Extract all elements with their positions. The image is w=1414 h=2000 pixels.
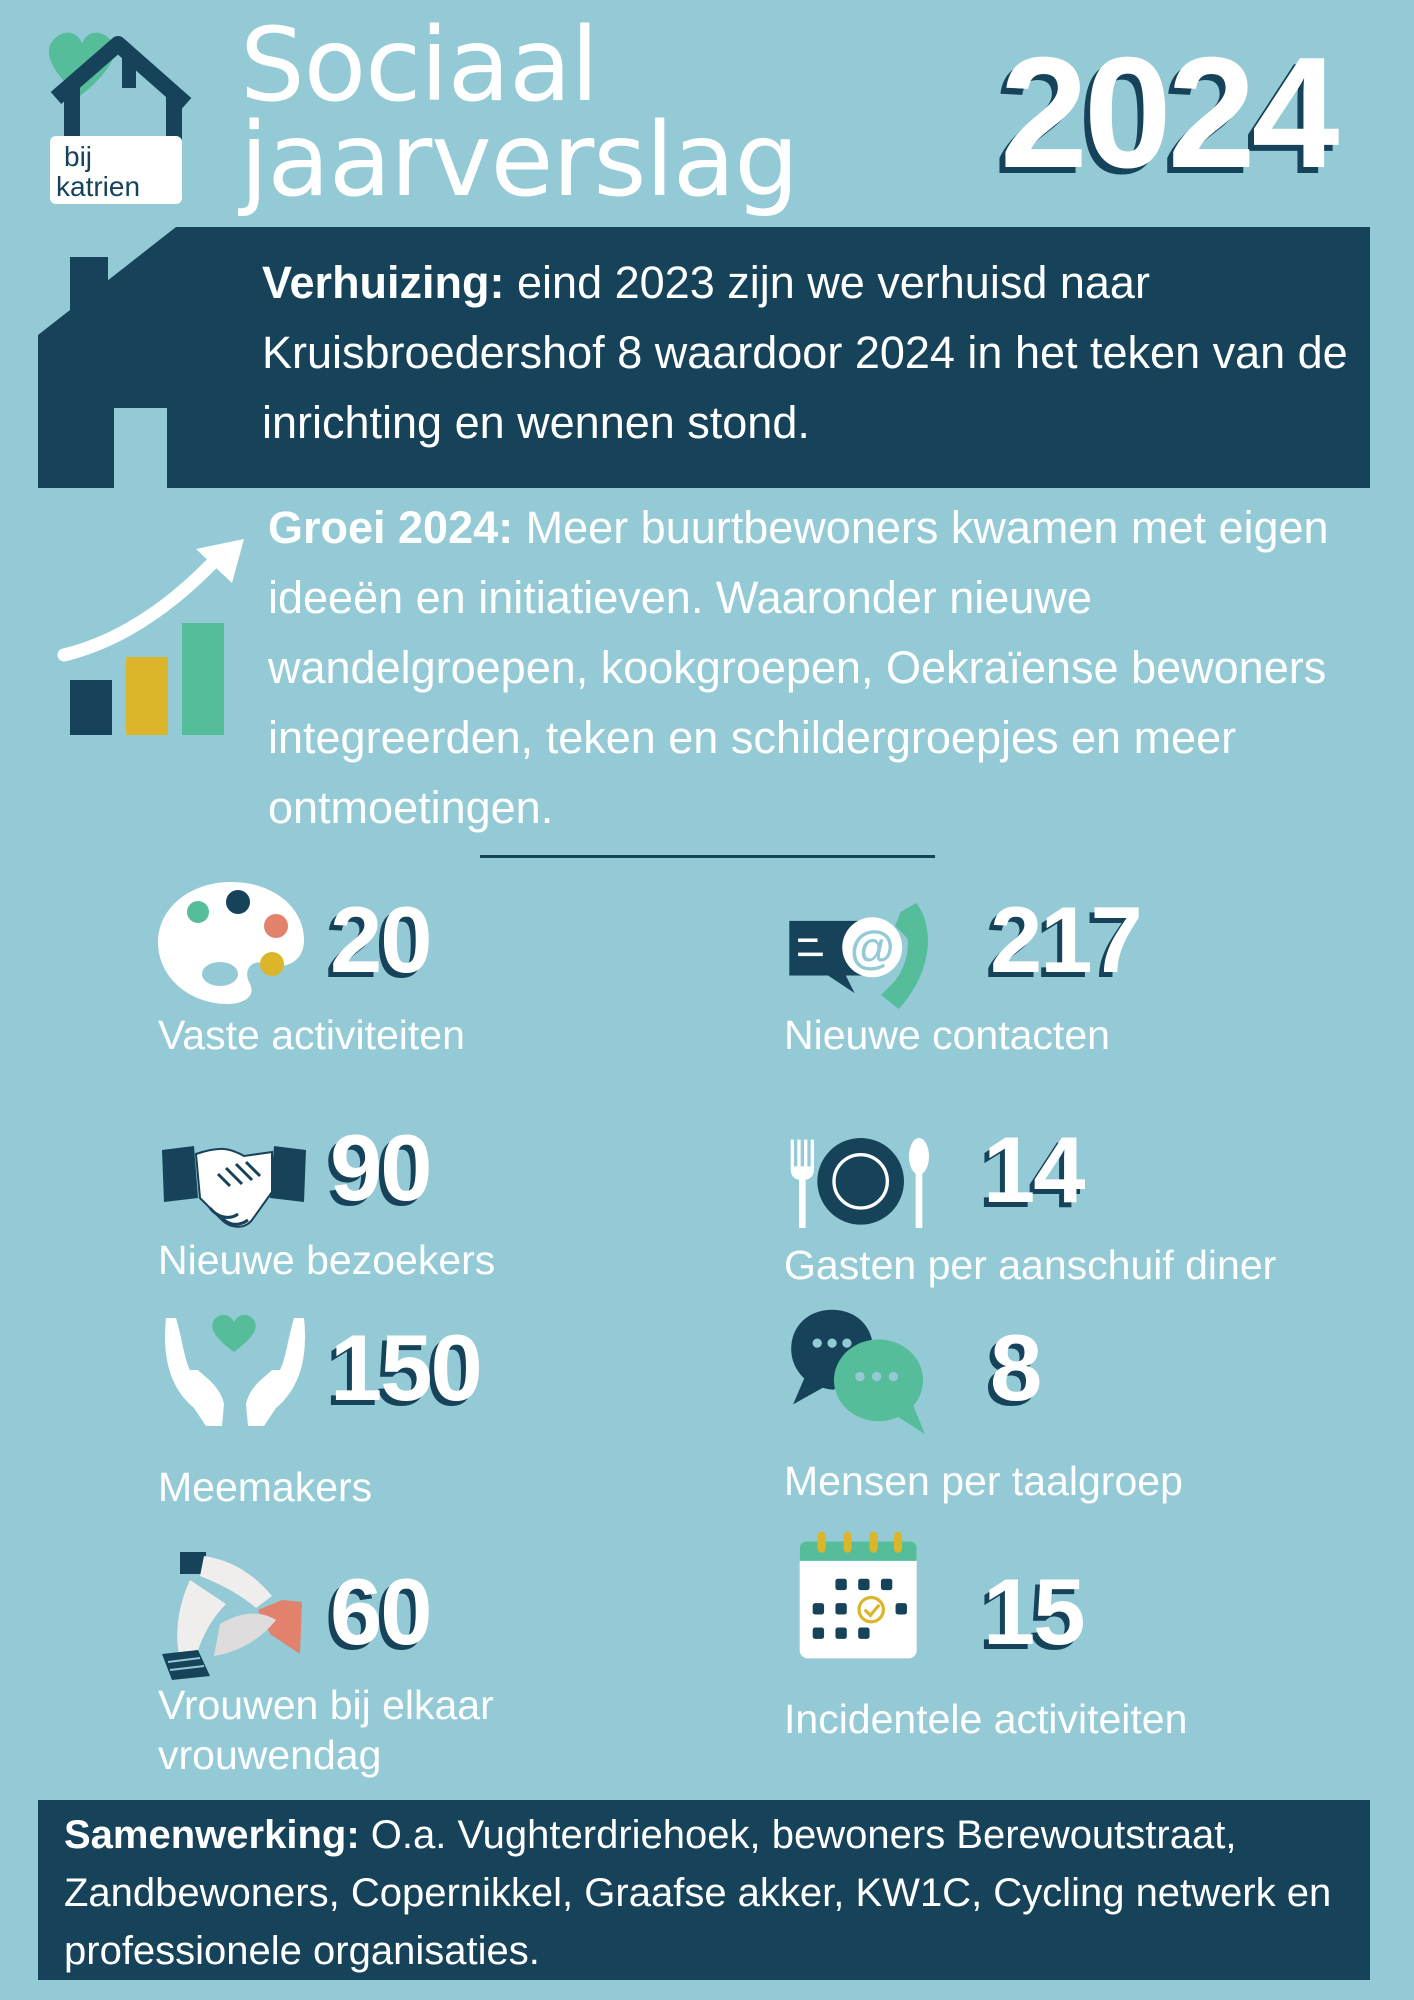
section-divider bbox=[480, 855, 935, 858]
stat-label-incidental-activities: Incidentele activiteiten bbox=[784, 1696, 1188, 1742]
stat-value-incidental-activities: 15 bbox=[983, 1559, 1084, 1664]
title-line2: jaarverslag bbox=[240, 101, 799, 220]
stat-label-new-contacts: Nieuwe contacten bbox=[784, 1012, 1110, 1058]
dinner-icon bbox=[784, 1118, 934, 1248]
stat-label-new-visitors: Nieuwe bezoekers bbox=[158, 1237, 496, 1283]
cooperation-label: Samenwerking: bbox=[64, 1813, 360, 1857]
title-line1: Sociaal bbox=[240, 6, 598, 125]
growth-chart-icon bbox=[56, 535, 246, 740]
speech-bubbles-icon bbox=[784, 1306, 934, 1436]
stat-value-new-visitors: 90 bbox=[330, 1115, 431, 1220]
stat-label-makers: Meemakers bbox=[158, 1464, 373, 1510]
move-paragraph bbox=[262, 248, 1352, 458]
growth-paragraph bbox=[268, 493, 1408, 843]
cooperation-text: O.a. Vughterdriehoek, bewoners Berewoutstraat, Zandbewoners, Copernikkel, Graafse akker, KW1C, Cycling netwerk en professionele organisaties. bbox=[64, 1813, 1332, 1973]
stat-value-language-group: 8 bbox=[990, 1315, 1041, 1420]
stat-label-womens-day bbox=[158, 1680, 494, 1780]
svg-text:@: @ bbox=[849, 921, 895, 974]
palette-icon bbox=[156, 878, 306, 1008]
calendar-icon bbox=[784, 1530, 934, 1660]
growth-label: Groei 2024: bbox=[268, 502, 514, 553]
stat-label-language-group: Mensen per taalgroep bbox=[784, 1458, 1183, 1504]
united-hands-icon bbox=[160, 1550, 310, 1680]
logo-text-line1: bij bbox=[64, 141, 93, 172]
caring-hands-icon bbox=[160, 1308, 310, 1438]
stat-label-womens-day-line2: vrouwendag bbox=[158, 1732, 382, 1778]
contact-icon bbox=[784, 892, 934, 1022]
stat-value-dinner-guests: 14 bbox=[983, 1117, 1084, 1222]
move-text: eind 2023 zijn we verhuisd naar Kruisbroedershof 8 waardoor 2024 in het teken van de inrichting en wennen stond. bbox=[262, 257, 1348, 448]
bijkatrien-logo bbox=[36, 18, 196, 208]
move-label: Verhuizing: bbox=[262, 257, 505, 308]
logo-text-line2: katrien bbox=[56, 171, 141, 202]
stat-label-dinner-guests: Gasten per aanschuif diner bbox=[784, 1242, 1277, 1288]
stat-label-fixed-activities: Vaste activiteiten bbox=[158, 1012, 465, 1058]
stat-value-womens-day: 60 bbox=[330, 1559, 431, 1664]
report-title bbox=[240, 6, 799, 220]
stat-label-womens-day-line1: Vrouwen bij elkaar bbox=[158, 1682, 494, 1728]
stat-value-makers: 150 bbox=[330, 1315, 481, 1420]
cooperation-banner bbox=[38, 1800, 1370, 1980]
cooperation-paragraph bbox=[64, 1806, 1346, 1980]
growth-text: Meer buurtbewoners kwamen met eigen ideeën en initiatieven. Waaronder nieuwe wandelgroepen, kookgroepen, Oekraïense bewoners integreerden, teken en schildergroepjes en meer ontmoetingen. bbox=[268, 502, 1329, 833]
report-year: 2024 bbox=[1000, 25, 1336, 201]
stat-value-new-contacts: 217 bbox=[990, 887, 1141, 992]
stat-value-fixed-activities: 20 bbox=[330, 887, 431, 992]
